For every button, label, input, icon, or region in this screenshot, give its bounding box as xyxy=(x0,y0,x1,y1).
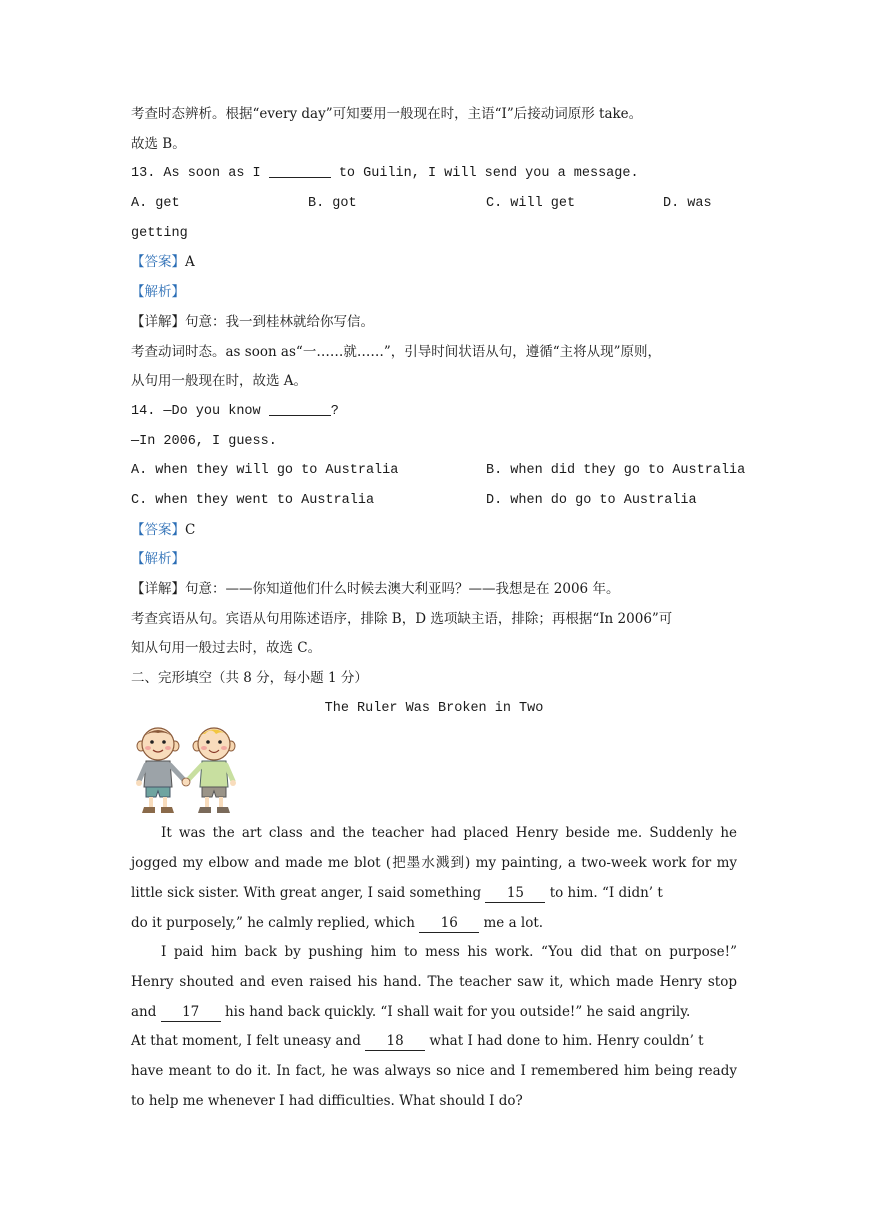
q14-explanation-line-2: 知从句用一般过去时，故选 C。 xyxy=(131,640,322,657)
passage-p2-line-6: to help me whenever I had difficulties. What should I do? xyxy=(131,1092,523,1109)
exam-page xyxy=(131,100,746,1116)
q14-options-row-1 xyxy=(131,456,746,486)
passage-text: his hand back quickly. “I shall wait for you outside!” he said angrily. xyxy=(220,1003,691,1020)
passage-text: me a lot. xyxy=(479,914,544,931)
passage-text: do it purposely,” he calmly replied, which xyxy=(131,914,420,931)
q14-detail-line xyxy=(131,575,737,605)
q14-option-b: B. when did they go to Australia xyxy=(486,463,746,479)
passage-p2-line-3 xyxy=(131,998,737,1028)
q13-option-d-wrap: getting xyxy=(131,225,188,241)
q13-detail-line xyxy=(131,308,737,338)
passage-p1-line-4 xyxy=(131,909,737,939)
answer-tag: 【答案】 xyxy=(131,254,185,271)
q13-answer-value: A xyxy=(185,254,195,271)
passage-text: At that moment, I felt uneasy and xyxy=(131,1033,366,1050)
q13-option-c: C. will get xyxy=(486,196,576,212)
q13-options xyxy=(131,189,737,219)
q13-detail-text: 句意：我一到桂林就给你写信。 xyxy=(185,313,374,330)
q13-option-d: D. was xyxy=(663,196,712,212)
q14-answer-blank xyxy=(269,401,331,416)
q13-answer-blank xyxy=(269,163,331,178)
q13-stem-after: to Guilin, I will send you a message. xyxy=(330,166,639,182)
q14-options-row-2 xyxy=(131,486,737,516)
passage-text: and xyxy=(131,1003,161,1020)
q13-option-a: A. get xyxy=(131,196,180,212)
two-boys-illustration xyxy=(131,723,737,819)
passage-p2-line-2: Henry shouted and even raised his hand. The teacher saw it, which made Henry stop xyxy=(131,973,737,990)
q14-option-a: A. when they will go to Australia xyxy=(131,463,399,479)
q14-stem-before: 14. —Do you know xyxy=(131,403,269,419)
q14-stem-after: ? xyxy=(330,403,339,419)
detail-tag: 【详解】 xyxy=(131,581,185,597)
passage-p1-line-2: jogged my elbow and made me blot (把墨水溅到) my painting, a two-week work for my xyxy=(131,855,737,872)
q12-conclusion-line: 故选 B。 xyxy=(131,135,186,152)
q13-stem-before: 13. As soon as I xyxy=(131,166,269,182)
q14-option-d: D. when do go to Australia xyxy=(486,492,697,508)
q14-option-c: C. when they went to Australia xyxy=(131,492,375,508)
passage-p2-line-4 xyxy=(131,1027,737,1057)
cloze-blank-18: 18 xyxy=(365,1033,425,1051)
passage-text: little sick sister. With great anger, I said something xyxy=(131,884,486,901)
passage-p2-line-1: I paid him back by pushing him to mess his work. “You did that on purpose!” xyxy=(161,944,737,961)
q14-explanation-line-1: 考查宾语从句。宾语从句用陈述语序，排除 B，D 选项缺主语，排除；再根据“In 2006”可 xyxy=(131,610,673,627)
q14-detail-text: 句意：——你知道他们什么时候去澳大利亚吗？——我想是在 2006 年。 xyxy=(185,581,620,597)
cloze-blank-15: 15 xyxy=(485,885,545,903)
q13-analysis-tag: 【解析】 xyxy=(131,284,185,301)
q14-reply: —In 2006, I guess. xyxy=(131,433,277,449)
answer-tag: 【答案】 xyxy=(131,521,185,538)
q13-explanation-line-1: 考查动词时态。as soon as“一……就……”，引导时间状语从句，遵循“主将从现”原则， xyxy=(131,343,662,360)
q12-explanation-line: 考查时态辨析。根据“every day”可知要用一般现在时，主语“I”后接动词原形 take。 xyxy=(131,106,643,122)
passage-p1-line-1: It was the art class and the teacher had placed Henry beside me. Suddenly he xyxy=(161,825,737,842)
passage-p1-line-3 xyxy=(131,879,737,909)
detail-tag: 【详解】 xyxy=(131,313,185,330)
two-boys-holding-hands-image xyxy=(131,725,251,817)
q13-explanation-line-2: 从句用一般现在时，故选 A。 xyxy=(131,373,308,390)
passage-p2-line-5: have meant to do it. In fact, he was always so nice and I remembered him being ready xyxy=(131,1062,737,1079)
q14-analysis-tag: 【解析】 xyxy=(131,551,185,568)
cloze-blank-16: 16 xyxy=(419,915,479,933)
q13-answer-line xyxy=(131,248,737,278)
q14-answer-value: C xyxy=(185,521,196,538)
passage-text: what I had done to him. Henry couldn’ t xyxy=(425,1033,704,1050)
q14-answer-line xyxy=(131,516,737,546)
q13-option-b: B. got xyxy=(308,196,357,212)
q13-stem xyxy=(131,159,737,189)
section-heading: 二、完形填空（共 8 分，每小题 1 分） xyxy=(131,670,368,687)
cloze-blank-17: 17 xyxy=(161,1004,221,1022)
q14-stem xyxy=(131,397,737,427)
passage-title: The Ruler Was Broken in Two xyxy=(324,700,544,716)
passage-text: to him. “I didn’ t xyxy=(545,884,663,901)
